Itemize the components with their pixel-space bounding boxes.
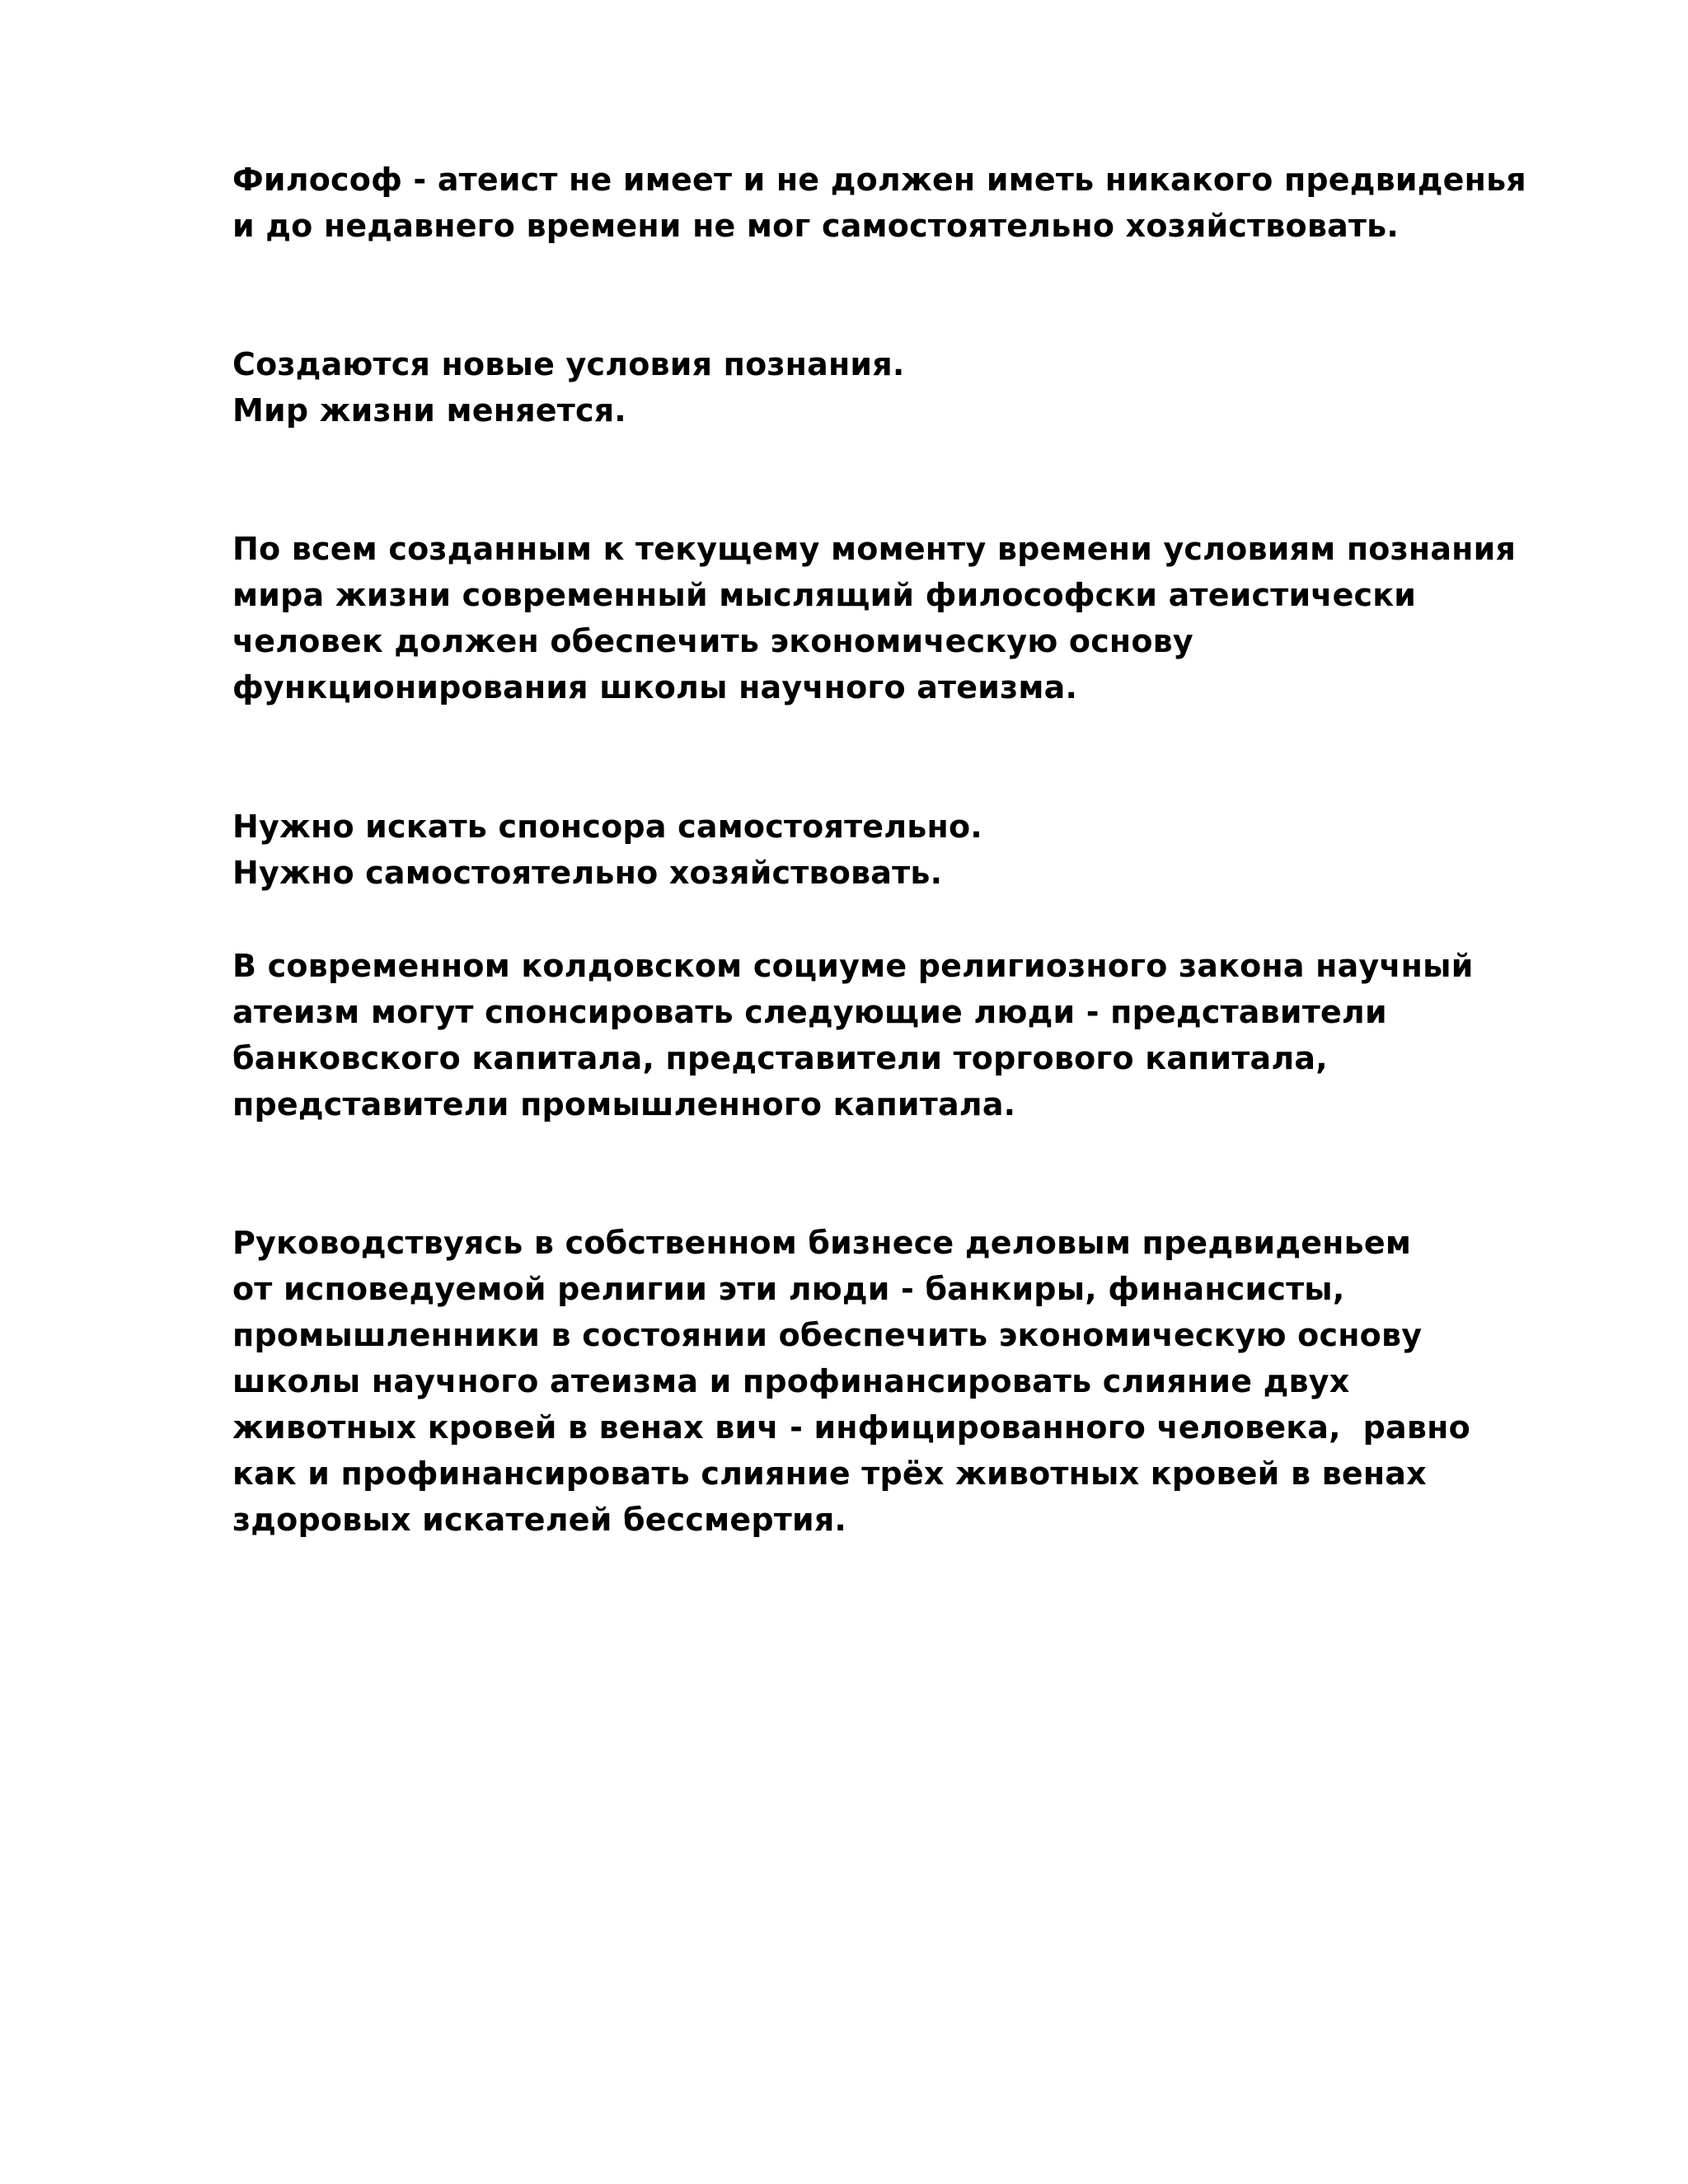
paragraph-economic-basis [232, 526, 1650, 710]
text-line: промышленники в состоянии обеспечить экономическую основу [232, 1317, 1423, 1353]
text-line: школы научного атеизма и профинансировать слияние двух [232, 1363, 1350, 1399]
text-line: В современном колдовском социуме религиозного закона научный [232, 948, 1474, 984]
text-line: и до недавнего времени не мог самостоятельно хозяйствовать. [232, 208, 1400, 244]
text-line: Мир жизни меняется. [232, 392, 626, 429]
text-line: здоровых искателей бессмертия. [232, 1502, 847, 1538]
text-line: По всем созданным к текущему моменту времени условиям познания [232, 531, 1517, 567]
text-line: банковского капитала, представители торгового капитала, [232, 1040, 1328, 1076]
text-line: от исповедуемой религии эти люди - банкиры, финансисты, [232, 1271, 1345, 1307]
text-line: Создаются новые условия познания. [232, 346, 905, 382]
paragraph-capital-representatives [232, 943, 1650, 1127]
text-line: Философ - атеист не имеет и не должен иметь никакого предвиденья [232, 162, 1526, 198]
text-line: мира жизни современный мыслящий философски атеистически [232, 577, 1417, 613]
paragraph-business-foresight [232, 1220, 1650, 1543]
text-line: животных кровей в венах вич - инфицированного человека, равно [232, 1409, 1470, 1446]
text-line: функционирования школы научного атеизма. [232, 669, 1078, 705]
text-line: Нужно самостоятельно хозяйствовать. [232, 855, 943, 891]
text-line: представители промышленного капитала. [232, 1086, 1016, 1122]
text-line: Нужно искать спонсора самостоятельно. [232, 808, 982, 845]
text-line: как и профинансировать слияние трёх животных кровей в венах [232, 1455, 1427, 1492]
text-line: атеизм могут спонсировать следующие люди - представители [232, 994, 1387, 1030]
text-line: Руководствуясь в собственном бизнесе деловым предвиденьем [232, 1225, 1412, 1261]
paragraph-new-conditions [232, 341, 1650, 434]
paragraph-philosopher-atheist [232, 157, 1650, 249]
paragraph-sponsor [232, 804, 1650, 896]
text-line: человек должен обеспечить экономическую основу [232, 623, 1193, 659]
